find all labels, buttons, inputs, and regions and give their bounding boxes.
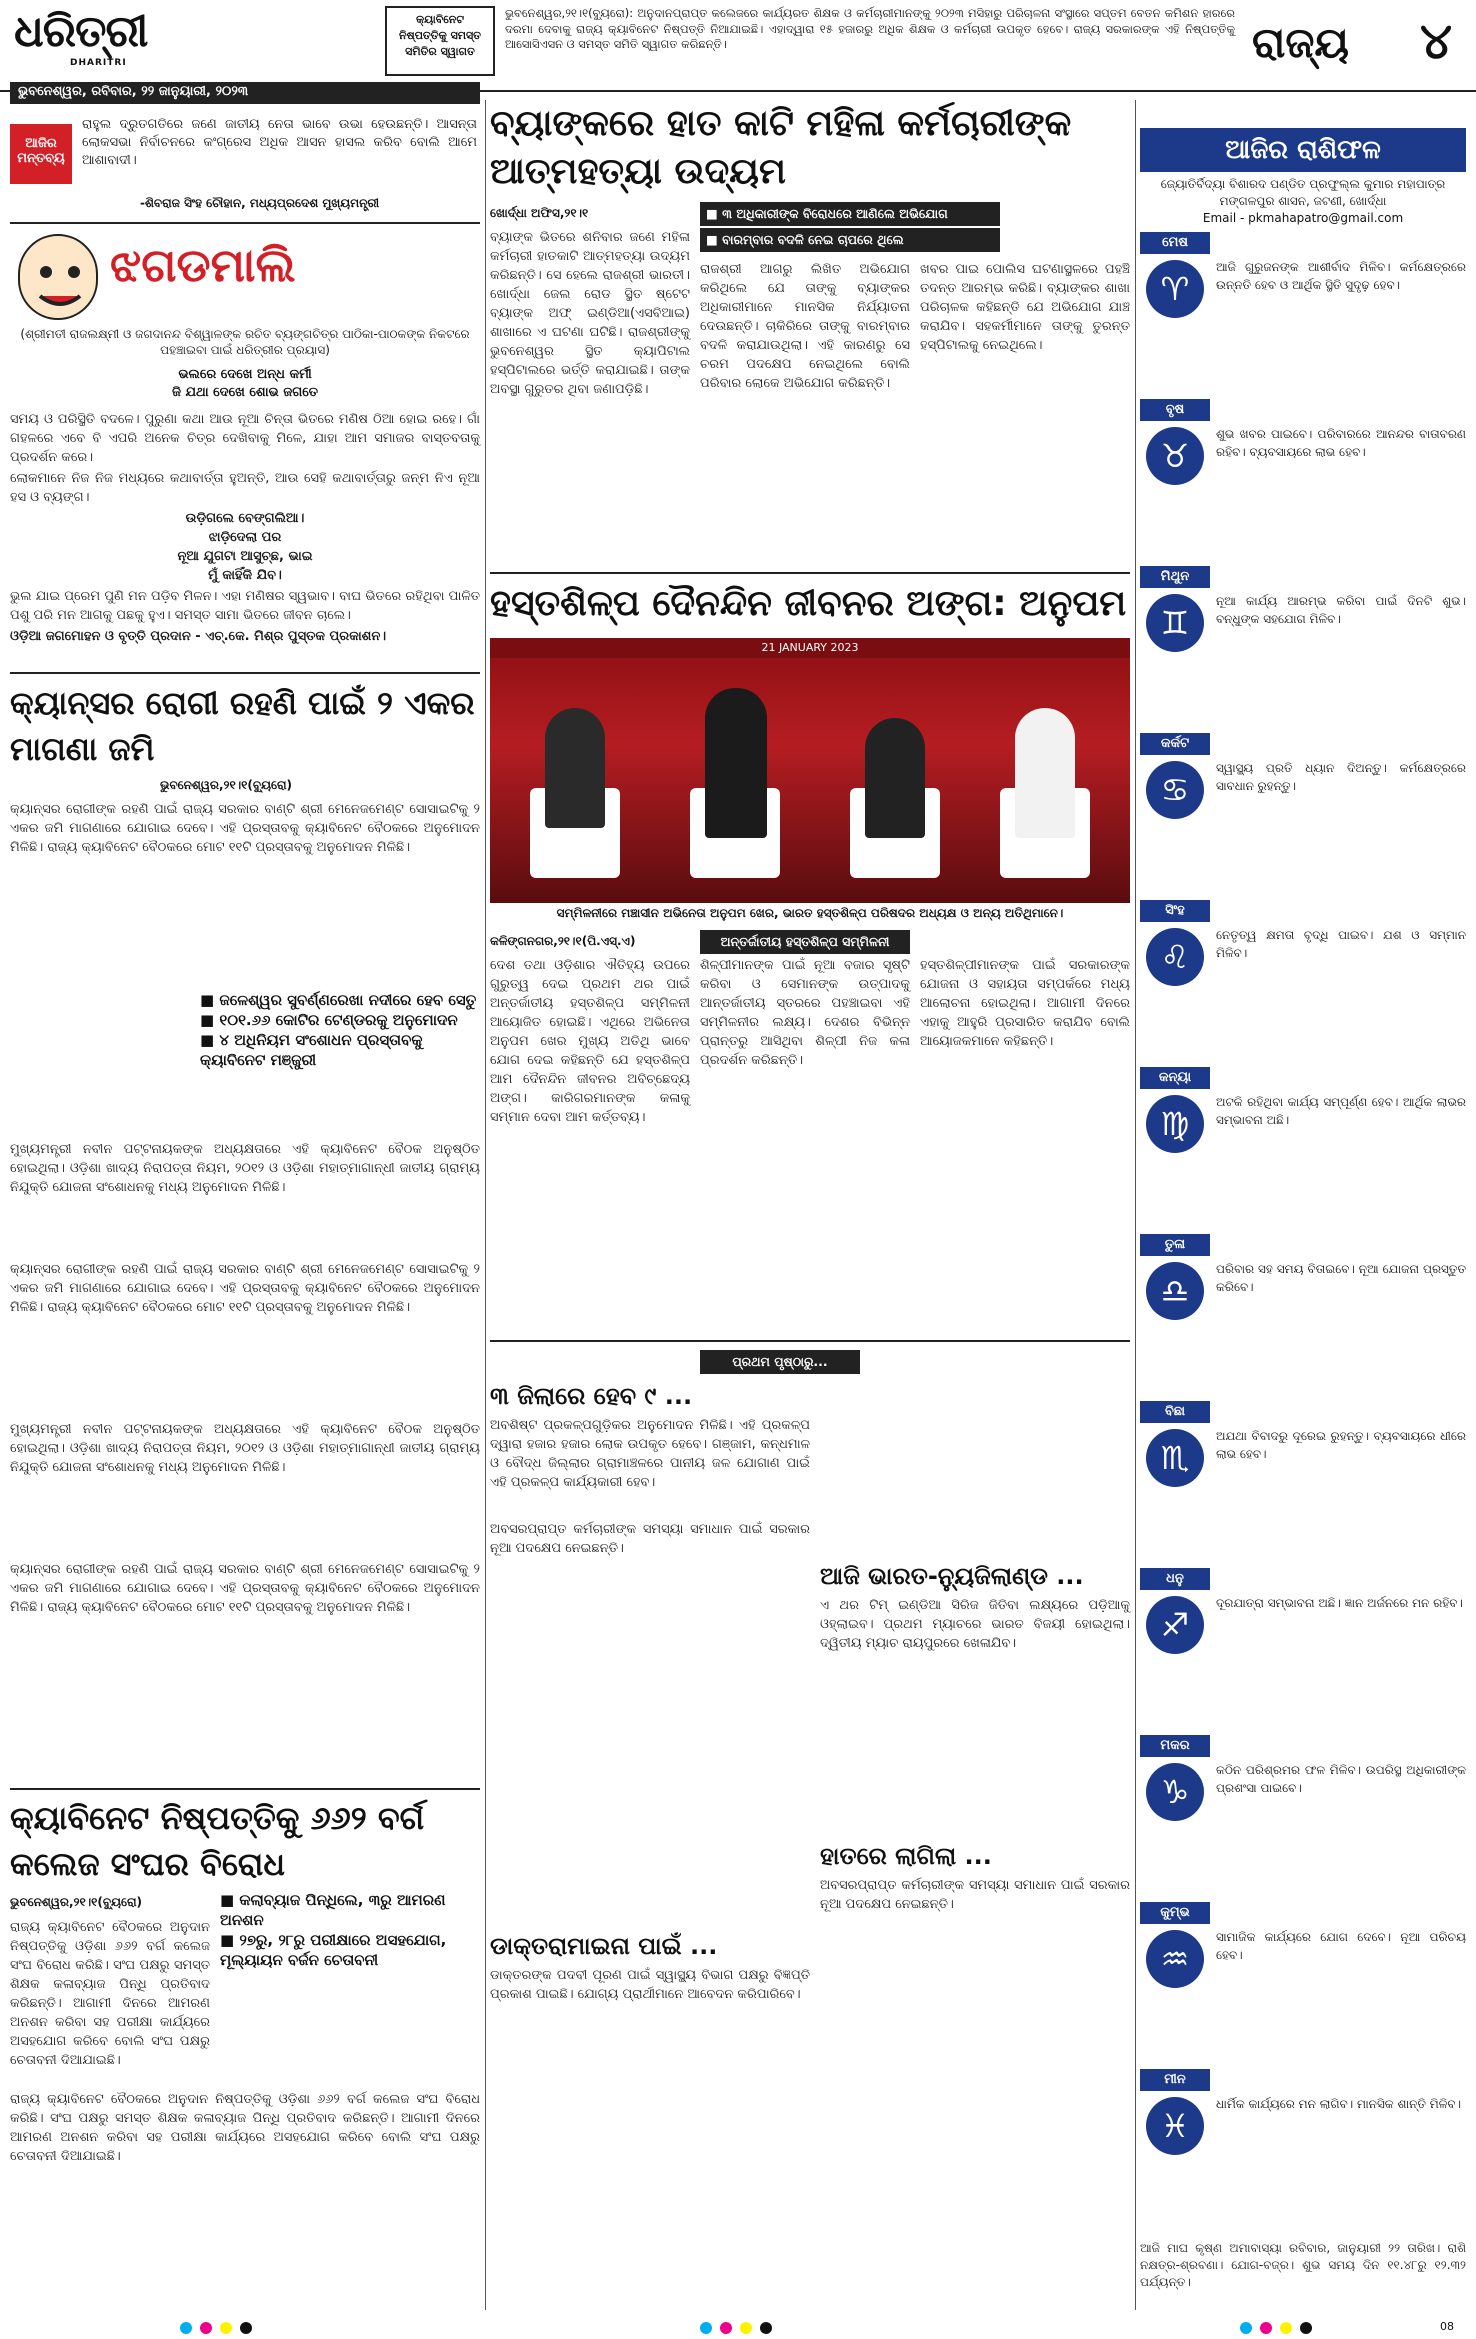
zodiac-icon: ♏: [1146, 1429, 1204, 1487]
kher-dateline: କଳିଙ୍ଗନଗର,୨୧।୧(ପି.ଏସ୍.ଏ): [490, 934, 636, 948]
horoscope-sign-name: ତୁଳା: [1140, 1234, 1210, 1256]
panji-text: ଆଜି ମାଘ କୃଷ୍ଣ ଅମାବାସ୍ୟା ରବିବାର, ଜାନୁୟାରୀ ୨୨ ତାରିଖ। ରାଶି ନକ୍ଷତ୍ର-ଶ୍ରବଣା। ଯୋଗ-ବଜ୍ର। ଶୁଭ ସମୟ ଦିନ ୧୧.୪୮ରୁ ୧୨.୩୨ ପର୍ଯ୍ୟନ୍ତ।: [1140, 2241, 1466, 2289]
kher-subhead: ଅନ୍ତର୍ଜାତୀୟ ହସ୍ତଶିଳ୍ପ ସମ୍ମିଳନୀ: [700, 930, 910, 954]
bank-col-1: ବ୍ୟାଙ୍କ ଭିତରେ ଶନିବାର ଜଣେ ମହିଳା କର୍ମଚାରୀ ହାତକାଟି ଆତ୍ମହତ୍ୟା ଉଦ୍ୟମ କରିଛନ୍ତି। ସେ ହେଲେ ରାଜଶ୍ରୀ ଭାରତୀ। ଖୋର୍ଦ୍ଧା ଜେଲ ରୋଡ ସ୍ଥିତ ଷ୍ଟେଟ ବ୍ୟାଙ୍କ ଅଫ୍ ଇଣ୍ଡିଆ(ଏସବିଆଇ) ଶାଖାରେ ଏ ଘଟଣା ଘଟିଛି। ରାଜଶ୍ରୀଙ୍କୁ ଭୁବନେଶ୍ୱର ସ୍ଥିତ କ୍ୟାପିଟାଲ ହସ୍ପିଟାଲରେ ଭର୍ତ୍ତି କରାଯାଇଛି। ତାଙ୍କ ଅବସ୍ଥା ଗୁରୁତର ଥିବା ଜଣାପଡ଼ିଛି।: [490, 230, 690, 397]
jhagamali-paragraph: ଭୁଲ ଯାଇ ପ୍ରେମ ପୁଣି ମନ ପଡ଼ିବ ମିଳନ। ଏହା ମଣିଷର ସ୍ୱଭାବ। ବାଘ ଭିତରେ ରହିଥିବା ପାଳିତ ପଶୁ ପରି ମନ ଆଗକୁ ପଛକୁ ହୁଏ। ସମସ୍ତ ସାମା ଭିତରେ ଜୀବନ ଚାଲେ।: [10, 589, 480, 623]
horoscope-sign-name: କନ୍ୟା: [1140, 1067, 1210, 1089]
horoscope-item: [1140, 1234, 1466, 1394]
color-dot: [240, 2322, 252, 2334]
college-body: ରାଜ୍ୟ କ୍ୟାବିନେଟ ବୈଠକରେ ଅନୁଦାନ ନିଷ୍ପତ୍ତିକୁ ଓଡ଼ିଶା ୬୬୨ ବର୍ଗ କଲେଜ ସଂଘ ବିରୋଧ କରିଛି। ସଂଘ ପକ୍ଷରୁ ସମସ୍ତ ଶିକ୍ଷକ କଳାବ୍ୟାଜ ପିନ୍ଧି ପ୍ରତିବାଦ କରିଛନ୍ତି। ଆଗାମୀ ଦିନରେ ଆମରଣ ଅନଶନ କରିବା ସହ ପରୀକ୍ଷା କାର୍ଯ୍ୟରେ ଅସହଯୋଗ କରିବେ ବୋଲି ସଂଘ ପକ୍ଷରୁ ଚେତାବନୀ ଦିଆଯାଇଛି।: [10, 1920, 210, 2068]
horoscope-text: ନେତୃତ୍ୱ କ୍ଷମତା ବୃଦ୍ଧି ପାଇବ। ଯଶ ଓ ସମ୍ମାନ ମିଳିବ।: [1216, 928, 1466, 960]
cancer-body-2: ମୁଖ୍ୟମନ୍ତ୍ରୀ ନବୀନ ପଟ୍ଟନାୟକଙ୍କ ଅଧ୍ୟକ୍ଷତାରେ ଏହି କ୍ୟାବିନେଟ ବୈଠକ ଅନୁଷ୍ଠିତ ହୋଇଥିଲା। ଓଡ଼ିଶା ଖାଦ୍ୟ ନିରାପତ୍ତା ନିୟମ, ୨୦୧୨ ଓ ଓଡ଼ିଶା ମହାତ୍ମାଗାନ୍ଧୀ ଜାତୀୟ ଗ୍ରାମ୍ୟ ନିଯୁକ୍ତି ଯୋଜନା ସଂଶୋଧନକୁ ମଧ୍ୟ ଅନୁମୋଦନ ମିଳିଛି।: [10, 1142, 480, 1195]
college-bullets: [220, 1890, 480, 1970]
column-divider: [485, 100, 486, 2310]
bank-col-2: ରାଜଶ୍ରୀ ଆଗରୁ ଲିଖିତ ଅଭିଯୋଗ କରିଥିଲେ ଯେ ତାଙ୍କୁ ବ୍ୟାଙ୍କର ଅଧିକାରୀମାନେ ମାନସିକ ନିର୍ଯ୍ୟାତନା ଦେଉଛନ୍ତି। ଚାକିରିରେ ତାଙ୍କୁ ବାରମ୍ବାର ବଦଳି କରାଯାଉଥିଲା। ଏହି କାରଣରୁ ସେ ଚରମ ପଦକ୍ଷେପ ନେଇଥିଲେ ବୋଲି ପରିବାର ଲୋକେ ଅଭିଯୋଗ କରିଛନ୍ତି।: [700, 262, 910, 391]
cancer-body-4: ମୁଖ୍ୟମନ୍ତ୍ରୀ ନବୀନ ପଟ୍ଟନାୟକଙ୍କ ଅଧ୍ୟକ୍ଷତାରେ ଏହି କ୍ୟାବିନେଟ ବୈଠକ ଅନୁଷ୍ଠିତ ହୋଇଥିଲା। ଓଡ଼ିଶା ଖାଦ୍ୟ ନିରାପତ୍ତା ନିୟମ, ୨୦୧୨ ଓ ଓଡ଼ିଶା ମହାତ୍ମାଗାନ୍ଧୀ ଜାତୀୟ ଗ୍ରାମ୍ୟ ନିଯୁକ୍ତି ଯୋଜନା ସଂଶୋଧନକୁ ମଧ୍ୟ ଅନୁମୋଦନ ମିଳିଛି।: [10, 1422, 480, 1475]
horoscope-item: [1140, 399, 1466, 559]
masthead: [0, 0, 1476, 92]
zodiac-icon: ♑: [1146, 1763, 1204, 1821]
top-teaser-box: କ୍ୟାବିନେଟ ନିଷ୍ପତ୍ତିକୁ ସମସ୍ତ ସମିତିର ସ୍ୱାଗତ: [385, 6, 495, 76]
continuation-body: ଅବସରପ୍ରାପ୍ତ କର୍ମଚାରୀଙ୍କ ସମସ୍ୟା ସମାଧାନ ପାଇଁ ସରକାର ନୂଆ ପଦକ୍ଷେପ ନେଇଛନ୍ତି।: [490, 1522, 810, 1556]
masthead-dateline: ଭୁବନେଶ୍ୱର, ରବିବାର, ୨୨ ଜାନୁୟାରୀ, ୨୦୨୩: [10, 82, 480, 104]
horoscope-sign-name: ମେଷ: [1140, 232, 1210, 254]
jhagamali-body: [10, 410, 480, 648]
horoscope-text: ଶୁଭ ଖବର ପାଇବେ। ପରିବାରରେ ଆନନ୍ଦର ବାତାବରଣ ରହିବ। ବ୍ୟବସାୟରେ ଲାଭ ହେବ।: [1216, 427, 1466, 459]
continuation-body: ଅବସରପ୍ରାପ୍ତ କର୍ମଚାରୀଙ୍କ ସମସ୍ୟା ସମାଧାନ ପାଇଁ ସରକାର ନୂଆ ପଦକ୍ଷେପ ନେଇଛନ୍ତି।: [820, 1878, 1130, 1912]
horoscope-title: ଆଜିର ରାଶିଫଳ: [1140, 128, 1466, 172]
continuation-head: ଡାକ୍ତରାମାଇନା ପାଇଁ ...: [490, 1932, 718, 1960]
section-rule: [490, 1340, 1130, 1342]
section-rule: [490, 572, 1130, 574]
cancer-body-3: କ୍ୟାନ୍ସର ରୋଗୀଙ୍କ ରହଣି ପାଇଁ ରାଜ୍ୟ ସରକାର ବାଣ୍ଟି ଶ୍ରୀ ମେନେଜମେଣ୍ଟ ସୋସାଇଟିକୁ ୨ ଏକର ଜମି ମାଗଣାରେ ଯୋଗାଇ ଦେବେ। ଏହି ପ୍ରସ୍ତାବକୁ କ୍ୟାବିନେଟ ବୈଠକରେ ଅନୁମୋଦନ ମିଳିଛି। ରାଜ୍ୟ କ୍ୟାବିନେଟ ବୈଠକରେ ମୋଟ ୧୧ଟି ପ୍ରସ୍ତାବକୁ ଅନୁମୋଦନ ମିଳିଛି।: [10, 1262, 480, 1315]
zodiac-icon: ♎: [1146, 1262, 1204, 1320]
horoscope-item: [1140, 2069, 1466, 2229]
color-dot: [700, 2322, 712, 2334]
print-color-marks: [0, 2318, 1476, 2339]
cancer-body: କ୍ୟାନ୍ସର ରୋଗୀଙ୍କ ରହଣି ପାଇଁ ରାଜ୍ୟ ସରକାର ବାଣ୍ଟି ଶ୍ରୀ ମେନେଜମେଣ୍ଟ ସୋସାଇଟିକୁ ୨ ଏକର ଜମି ମାଗଣାରେ ଯୋଗାଇ ଦେବେ। ଏହି ପ୍ରସ୍ତାବକୁ କ୍ୟାବିନେଟ ବୈଠକରେ ଅନୁମୋଦନ ମିଳିଛି। ରାଜ୍ୟ କ୍ୟାବିନେଟ ବୈଠକରେ ମୋଟ ୧୧ଟି ପ୍ରସ୍ତାବକୁ ଅନୁମୋଦନ ମିଳିଛି।: [10, 802, 480, 855]
color-dot: [1300, 2322, 1312, 2334]
cancer-headline: କ୍ୟାନ୍ସର ରୋଗୀ ରହଣି ପାଇଁ ୨ ଏକର ମାଗଣା ଜମି: [10, 684, 475, 768]
horoscope-item: [1140, 1067, 1466, 1227]
horoscope-sign-name: କର୍କଟ: [1140, 733, 1210, 755]
horoscope-text: ଆଜି ଗୁରୁଜନଙ୍କ ଆଶୀର୍ବାଦ ମିଳିବ। କର୍ମକ୍ଷେତ୍ରରେ ଉନ୍ନତି ହେବ ଓ ଆର୍ଥିକ ସ୍ଥିତି ସୁଦୃଢ଼ ହେବ।: [1216, 260, 1466, 292]
horoscope-text: ଅଟକି ରହିଥିବା କାର୍ଯ୍ୟ ସମ୍ପୂର୍ଣ୍ଣ ହେବ। ଆର୍ଥିକ ଲାଭର ସମ୍ଭାବନା ଅଛି।: [1216, 1095, 1466, 1127]
section-rule: [10, 672, 480, 674]
horoscope-text: ପରିବାର ସହ ସମୟ ବିତାଇବେ। ନୂଆ ଯୋଜନା ପ୍ରସ୍ତୁତ କରିବେ।: [1216, 1262, 1466, 1294]
horoscope-item: [1140, 1902, 1466, 2062]
color-dot: [1260, 2322, 1272, 2334]
horoscope-text: ନୂଆ କାର୍ଯ୍ୟ ଆରମ୍ଭ କରିବା ପାଇଁ ଦିନଟି ଶୁଭ। ବନ୍ଧୁଙ୍କ ସହଯୋଗ ମିଳିବ।: [1216, 594, 1466, 626]
continuation-head: ଆଜି ଭାରତ-ନ୍ୟୁଜିଲାଣ୍ଡ ...: [820, 1562, 1084, 1590]
person-figure: [545, 708, 605, 828]
horoscope-item: [1140, 900, 1466, 1060]
horoscope-sign-name: ଧନୁ: [1140, 1568, 1210, 1590]
jhagamali-credit: ଓଡ଼ିଆ ଜଗମୋହନ ଓ ବୃତ୍ତି ପ୍ରଦାନ - ଏଚ୍.କେ. ମିଶ୍ର ପୁସ୍ତକ ପ୍ରକାଶନ।: [10, 629, 387, 644]
bank-col-3: ଖବର ପାଇ ପୋଲିସ ଘଟଣାସ୍ଥଳରେ ପହଞ୍ଚି ତଦନ୍ତ ଆରମ୍ଭ କରିଛି। ବ୍ୟାଙ୍କର ଶାଖା ପରିଚାଳକ କହିଛନ୍ତି ଯେ ଅଭିଯୋଗ ଯାଞ୍ଚ କରାଯିବ। ସହକର୍ମୀମାନେ ତାଙ୍କୁ ତୁରନ୍ତ ହସ୍ପିଟାଲକୁ ନେଇଥିଲେ।: [920, 262, 1130, 353]
cancer-bullet: ■ ଜଳେଶ୍ୱର ସୁବର୍ଣ୍ଣରେଖା ନଦୀରେ ହେବ ସେତୁ: [200, 991, 477, 1009]
horoscope-item: [1140, 232, 1466, 392]
color-dot: [200, 2322, 212, 2334]
page-code: 08: [1440, 2320, 1454, 2333]
quote-text: ରାହୁଲ ଦ୍ରୁତଗତିରେ ଜଣେ ଜାତୀୟ ନେତା ଭାବେ ଉଭା ହେଉଛନ୍ତି। ଆସନ୍ତା ଲୋକସଭା ନିର୍ବାଚନରେ କଂଗ୍ରେସ ଅଧିକ ଆସନ ହାସଲ କରିବ ବୋଲି ଆମେ ଆଶାବାଦୀ।: [82, 117, 477, 168]
cancer-bullet: ■ ୪ ଅଧିନିୟମ ସଂଶୋଧନ ପ୍ରସ୍ତାବକୁ କ୍ୟାବିନେଟ ମଞ୍ଜୁରୀ: [200, 1031, 423, 1069]
horoscope-item: [1140, 733, 1466, 893]
page-section-label: ରାଜ୍ୟ: [1252, 18, 1350, 67]
jhagamali-title: ଝଗଡମାଲି: [110, 238, 296, 292]
bank-dateline: ଖୋର୍ଦ୍ଧା ଅଫିସ,୨୧।୧: [490, 206, 589, 220]
quote-label: ଆଜିର ମନ୍ତବ୍ୟ: [10, 124, 72, 184]
continuation-head: ୩ ଜିଲାରେ ହେବ ୯ ...: [490, 1382, 693, 1410]
college-body-2: ରାଜ୍ୟ କ୍ୟାବିନେଟ ବୈଠକରେ ଅନୁଦାନ ନିଷ୍ପତ୍ତିକୁ ଓଡ଼ିଶା ୬୬୨ ବର୍ଗ କଲେଜ ସଂଘ ବିରୋଧ କରିଛି। ସଂଘ ପକ୍ଷରୁ ସମସ୍ତ ଶିକ୍ଷକ କଳାବ୍ୟାଜ ପିନ୍ଧି ପ୍ରତିବାଦ କରିଛନ୍ତି। ଆଗାମୀ ଦିନରେ ଆମରଣ ଅନଶନ କରିବା ସହ ପରୀକ୍ଷା କାର୍ଯ୍ୟରେ ଅସହଯୋଗ କରିବେ ବୋଲି ସଂଘ ପକ୍ଷରୁ ଚେତାବନୀ ଦିଆଯାଇଛି।: [10, 2092, 480, 2164]
horoscope-item: [1140, 1401, 1466, 1561]
horoscope-sign-name: ସିଂହ: [1140, 900, 1210, 922]
column-divider: [1135, 100, 1136, 2310]
jhagamali-paragraph: ସମୟ ଓ ପରିସ୍ଥିତି ବଦଳେ। ପୁରୁଣା କଥା ଆଉ ନୂଆ ଚିନ୍ତା ଭିତରେ ମଣିଷ ଠିଆ ହୋଇ ରହେ। ଗାଁ ଗହଳରେ ଏବେ ବି ଏପରି ଅନେକ ଚିତ୍ର ଦେଖିବାକୁ ମିଳେ, ଯାହା ଆମ ସମାଜର ବାସ୍ତବତାକୁ ପ୍ରଦର୍ଶନ କରେ।: [10, 412, 480, 465]
person-figure: [1015, 708, 1075, 838]
color-dot: [180, 2322, 192, 2334]
cancer-bullet: ■ ୧୦୧.୬୬ କୋଟିର ଟେଣ୍ଡରକୁ ଅନୁମୋଦନ: [200, 1011, 458, 1029]
bank-headline: ବ୍ୟାଙ୍କରେ ହାତ କାଟି ମହିଳା କର୍ମଚାରୀଙ୍କ ଆତ୍ମହତ୍ୟା ଉଦ୍ୟମ: [490, 103, 1072, 192]
zodiac-icon: ♋: [1146, 761, 1204, 819]
cartoon-face-icon: [18, 234, 98, 320]
color-dot: [1240, 2322, 1252, 2334]
jhagamali-heading: ଭଲରେ ଦେଖେ ଅନ୍ଧ କର୍ମୀ ଜି ଯଥା ଦେଖେ ଶୋଭ ଜଗତେ: [171, 367, 319, 400]
zodiac-icon: ♐: [1146, 1596, 1204, 1654]
continuation-body: ଡାକ୍ତରଙ୍କ ପଦବୀ ପୂରଣ ପାଇଁ ସ୍ୱାସ୍ଥ୍ୟ ବିଭାଗ ପକ୍ଷରୁ ବିଜ୍ଞପ୍ତି ପ୍ରକାଶ ପାଇଛି। ଯୋଗ୍ୟ ପ୍ରାର୍ଥୀମାନେ ଆବେଦନ କରିପାରିବେ।: [490, 1968, 810, 2002]
zodiac-icon: ♈: [1146, 260, 1204, 318]
zodiac-icon: ♒: [1146, 1930, 1204, 1988]
logo-subtitle: DHARITRI: [70, 58, 127, 68]
horoscope-sign-name: ମିଥୁନ: [1140, 566, 1210, 588]
color-dot: [760, 2322, 772, 2334]
horoscope-item: [1140, 566, 1466, 726]
horoscope-text: ସ୍ୱାସ୍ଥ୍ୟ ପ୍ରତି ଧ୍ୟାନ ଦିଅନ୍ତୁ। କର୍ମକ୍ଷେତ୍ରରେ ସାବଧାନ ରୁହନ୍ତୁ।: [1216, 761, 1466, 793]
kher-col-1: ଦେଶ ତଥା ଓଡ଼ିଶାର ଐତିହ୍ୟ ଉପରେ ଗୁରୁତ୍ୱ ଦେଇ ପ୍ରଥମ ଥର ପାଇଁ ଅନ୍ତର୍ଜାତୀୟ ହସ୍ତଶିଳ୍ପ ସମ୍ମିଳନୀ ଆୟୋଜିତ ହୋଇଛି। ଏଥିରେ ଅଭିନେତା ଅନୁପମ ଖେର ମୁଖ୍ୟ ଅତିଥି ଭାବେ ଯୋଗ ଦେଇ କହିଛନ୍ତି ଯେ ହସ୍ତଶିଳ୍ପ ଆମ ଦୈନନ୍ଦିନ ଜୀବନର ଅବିଚ୍ଛେଦ୍ୟ ଅଙ୍ଗ। କାରିଗରମାନଙ୍କ କଳାକୁ ସମ୍ମାନ ଦେବା ଆମ କର୍ତ୍ତବ୍ୟ।: [490, 958, 690, 1125]
continuation-body: ଅବଶିଷ୍ଟ ପ୍ରକଳ୍ପଗୁଡ଼ିକର ଅନୁମୋଦନ ମିଳିଛି। ଏହି ପ୍ରକଳ୍ପ ଦ୍ୱାରା ହଜାର ହଜାର ଲୋକ ଉପକୃତ ହେବେ। ଗଞ୍ଜାମ, କନ୍ଧମାଳ ଓ ବୌଦ୍ଧ ଜିଲ୍ଲାର ଗ୍ରାମାଞ୍ଚଳରେ ପାନୀୟ ଜଳ ଯୋଗାଣ ପାଇଁ ଏହି ପ୍ରକଳ୍ପ କାର୍ଯ୍ୟକାରୀ ହେବ।: [490, 1418, 810, 1490]
horoscope-author: ଜ୍ୟୋତିର୍ବିଦ୍ୟା ବିଶାରଦ ପଣ୍ଡିତ ପ୍ରଫୁଲ୍ଲ କୁମାର ମହାପାତ୍ର ମଙ୍ଗଳପୁର ଶାସନ, ଜଟଣୀ, ଖୋର୍ଦ୍ଧା Email - pkmahapatro@gmail.com: [1160, 177, 1446, 225]
color-dot: [740, 2322, 752, 2334]
jhagamali-paragraph: ଲୋକମାନେ ନିଜ ନିଜ ମଧ୍ୟରେ କଥାବାର୍ତ୍ତା ହୁଅନ୍ତି, ଆଉ ସେହି କଥାବାର୍ତ୍ତାରୁ ଜନ୍ମ ନିଏ ନୂଆ ହସ ଓ ବ୍ୟଙ୍ଗ।: [10, 471, 480, 505]
cancer-body-5: କ୍ୟାନ୍ସର ରୋଗୀଙ୍କ ରହଣି ପାଇଁ ରାଜ୍ୟ ସରକାର ବାଣ୍ଟି ଶ୍ରୀ ମେନେଜମେଣ୍ଟ ସୋସାଇଟିକୁ ୨ ଏକର ଜମି ମାଗଣାରେ ଯୋଗାଇ ଦେବେ। ଏହି ପ୍ରସ୍ତାବକୁ କ୍ୟାବିନେଟ ବୈଠକରେ ଅନୁମୋଦନ ମିଳିଛି। ରାଜ୍ୟ କ୍ୟାବିନେଟ ବୈଠକରେ ମୋଟ ୧୧ଟି ପ୍ରସ୍ତାବକୁ ଅନୁମୋଦନ ମିଳିଛି।: [10, 1562, 480, 1615]
bank-highlight: ■ ୩ ଅଧିକାରୀଙ୍କ ବିରୋଧରେ ଆଣିଲେ ଅଭିଯୋଗ: [700, 202, 1000, 226]
page-number: ୪: [1420, 12, 1453, 70]
zodiac-icon: ♉: [1146, 427, 1204, 485]
kher-col-2: ଶିଳ୍ପୀମାନଙ୍କ ପାଇଁ ନୂଆ ବଜାର ସୃଷ୍ଟି କରିବା ଓ ସେମାନଙ୍କ ଉତ୍ପାଦକୁ ଆନ୍ତର୍ଜାତୀୟ ସ୍ତରରେ ପହଞ୍ଚାଇବା ଏହି ସମ୍ମିଳନୀର ଲକ୍ଷ୍ୟ। ଦେଶର ବିଭିନ୍ନ ପ୍ରାନ୍ତରୁ ଆସିଥିବା ଶିଳ୍ପୀ ନିଜ କଳା ପ୍ରଦର୍ଶନ କରିଛନ୍ତି।: [700, 958, 910, 1068]
cancer-dateline: ଭୁବନେଶ୍ୱର,୨୧।୧(ବ୍ୟୁରୋ): [160, 778, 293, 792]
newspaper-logo: ଧରିତ୍ରୀ: [14, 6, 148, 57]
person-figure: [865, 718, 925, 838]
college-bullet: ■ କଲାବ୍ୟାଜ ପିନ୍ଧିଲେ, ୩ରୁ ଆମରଣ ଅନଶନ: [220, 1891, 446, 1929]
jhagamali-verse: ଉଡ଼ିଗଲେ ବେଙ୍ଗଲିଆ। ଝାଡ଼ିଦେଲା ପର ନୂଆ ଯୁଗଟା ଆସୁଚ୍ଛ, ଭାଇ ମୁଁ କାହିଁକି ଯିବ।: [177, 511, 313, 583]
zodiac-icon: ♓: [1146, 2097, 1204, 2155]
bank-highlights: [700, 202, 1000, 252]
photo-caption: ସମ୍ମିଳନୀରେ ମଞ୍ଚାସୀନ ଅଭିନେତା ଅନୁପମ ଖେର, ଭାରତ ହସ୍ତଶିଳ୍ପ ପରିଷଦର ଅଧ୍ୟକ୍ଷ ଓ ଅନ୍ୟ ଅତିଥିମାନେ।: [556, 906, 1064, 920]
color-dot: [720, 2322, 732, 2334]
horoscope-text: ଦୂରଯାତ୍ରା ସମ୍ଭାବନା ଅଛି। ଜ୍ଞାନ ଅର୍ଜନରେ ମନ ରହିବ।: [1216, 1596, 1463, 1610]
horoscope-text: କଠିନ ପରିଶ୍ରମର ଫଳ ମିଳିବ। ଉପରିସ୍ଥ ଅଧିକାରୀଙ୍କ ପ୍ରଶଂସା ପାଇବେ।: [1216, 1763, 1466, 1795]
horoscope-sign-name: କୁମ୍ଭ: [1140, 1902, 1210, 1924]
horoscope-text: ସାମାଜିକ କାର୍ଯ୍ୟରେ ଯୋଗ ଦେବେ। ନୂଆ ପରିଚୟ ହେବ।: [1216, 1930, 1466, 1962]
top-brief-text: ଭୁବନେଶ୍ୱର,୨୧।୧(ବ୍ୟୁରୋ): ଅନୁଦାନପ୍ରାପ୍ତ କଲେଜରେ କାର୍ଯ୍ୟରତ ଶିକ୍ଷକ ଓ କର୍ମଚାରୀମାନଙ୍କୁ ୨୦୨୩ ମସିହାରୁ ପରିଚାଳନା ସଂସ୍ଥାରେ ସପ୍ତମ ବେତନ କମିଶନ ହାରରେ ଦରମା ଦେବାକୁ ରାଜ୍ୟ କ୍ୟାବିନେଟ ନିଷ୍ପତ୍ତି ନିଆଯାଇଛି। ଏହାଦ୍ୱାରା ୧୫ ହଜାରରୁ ଅଧିକ ଶିକ୍ଷକ ଓ କର୍ମଚାରୀ ଉପକୃତ ହେବେ। ରାଜ୍ୟ ସରକାରଙ୍କ ଏହି ନିଷ୍ପତ୍ତିକୁ ଆସୋସିଏସନ ଓ ସମସ୍ତ ସମିତି ସ୍ୱାଗତ କରିଛନ୍ତି।: [505, 6, 1235, 51]
college-dateline: ଭୁବନେଶ୍ୱର,୨୧।୧(ବ୍ୟୁରୋ): [10, 1895, 143, 1909]
jhagamali-subtitle: (ଶ୍ରୀମତୀ ରାଜଲକ୍ଷ୍ମୀ ଓ ଜଗଦାନନ୍ଦ ବିଶ୍ୱାଳଙ୍କ ରଚିତ ବ୍ୟଙ୍ଗଚିତ୍ର ପାଠିକା-ପାଠକଙ୍କ ନିକଟରେ ପହଞ୍ଚାଇବା ପାଇଁ ଧରିତ୍ରୀର ପ୍ରୟାସ): [20, 327, 470, 357]
kher-headline: ହସ୍ତଶିଳ୍ପ ଦୈନନ୍ଦିନ ଜୀବନର ଅଙ୍ଗ: ଅନୁପମ: [490, 583, 1127, 624]
college-bullet: ■ ୨୭ରୁ, ୨୮ରୁ ପରୀକ୍ଷାରେ ଅସହଯୋଗ, ମୂଲ୍ୟାୟନ ବର୍ଜନ ଚେତାବନୀ: [220, 1931, 447, 1969]
quote-of-the-day: [10, 114, 480, 224]
horoscope-sign-name: ବୃଷ: [1140, 399, 1210, 421]
person-figure: [705, 688, 767, 838]
horoscope-item: [1140, 1735, 1466, 1895]
continuation-body: ଏ ଥର ଟିମ୍ ଇଣ୍ଡିଆ ସିରିଜ ଜିତିବା ଲକ୍ଷ୍ୟରେ ପଡ଼ିଆକୁ ଓହ୍ଲାଇବ। ପ୍ରଥମ ମ୍ୟାଚରେ ଭାରତ ବିଜୟୀ ହୋଇଥିଲା। ଦ୍ୱିତୀୟ ମ୍ୟାଚ ରାୟପୁରରେ ଖେଳାଯିବ।: [820, 1598, 1130, 1651]
college-headline: କ୍ୟାବିନେଟ ନିଷ୍ପତ୍ତିକୁ ୬୬୨ ବର୍ଗ କଲେଜ ସଂଘର ବିରୋଧ: [10, 1799, 425, 1883]
zodiac-icon: ♌: [1146, 928, 1204, 986]
zodiac-icon: ♍: [1146, 1095, 1204, 1153]
zodiac-icon: ♊: [1146, 594, 1204, 652]
cancer-bullets: [200, 990, 480, 1070]
kher-col-3: ହସ୍ତଶିଳ୍ପୀମାନଙ୍କ ପାଇଁ ସରକାରଙ୍କ ଯୋଜନା ଓ ସହାୟତା ସମ୍ପର୍କରେ ମଧ୍ୟ ଆଲୋଚନା ହୋଇଥିଲା। ଆଗାମୀ ଦିନରେ ଏହାକୁ ଆହୁରି ପ୍ରସାରିତ କରାଯିବ ବୋଲି ଆୟୋଜକମାନେ କହିଛନ୍ତି।: [920, 958, 1130, 1049]
continuation-head: ହାତରେ ଲାଗିଲା ...: [820, 1842, 992, 1870]
bank-highlight: ■ ବାରମ୍ବାର ବଦଳି ନେଇ ଚାପରେ ଥିଲେ: [700, 228, 1000, 252]
color-dot: [220, 2322, 232, 2334]
section-rule: [10, 1788, 480, 1790]
horoscope-sign-name: ମକର: [1140, 1735, 1210, 1757]
horoscope-text: ଅଯଥା ବିବାଦରୁ ଦୂରେଇ ରୁହନ୍ତୁ। ବ୍ୟବସାୟରେ ଧୀରେ ଲାଭ ହେବ।: [1216, 1429, 1466, 1461]
jhagamali-column: [10, 230, 480, 670]
event-photo: [490, 638, 1130, 903]
horoscope-item: [1140, 1568, 1466, 1728]
continuation-label: ପ୍ରଥମ ପୃଷ୍ଠାରୁ...: [700, 1350, 860, 1374]
horoscope-sign-name: ମୀନ: [1140, 2069, 1210, 2091]
photo-banner: 21 JANUARY 2023: [490, 638, 1130, 658]
quote-author: -ଶିବରାଜ ସିଂହ ଚୌହାନ, ମଧ୍ୟପ୍ରଦେଶ ମୁଖ୍ୟମନ୍ତ୍ରୀ: [140, 196, 380, 210]
color-dot: [1280, 2322, 1292, 2334]
horoscope-sign-name: ବିଛା: [1140, 1401, 1210, 1423]
horoscope-text: ଧାର୍ମିକ କାର୍ଯ୍ୟରେ ମନ ଲାଗିବ। ମାନସିକ ଶାନ୍ତି ମିଳିବ।: [1216, 2097, 1461, 2111]
